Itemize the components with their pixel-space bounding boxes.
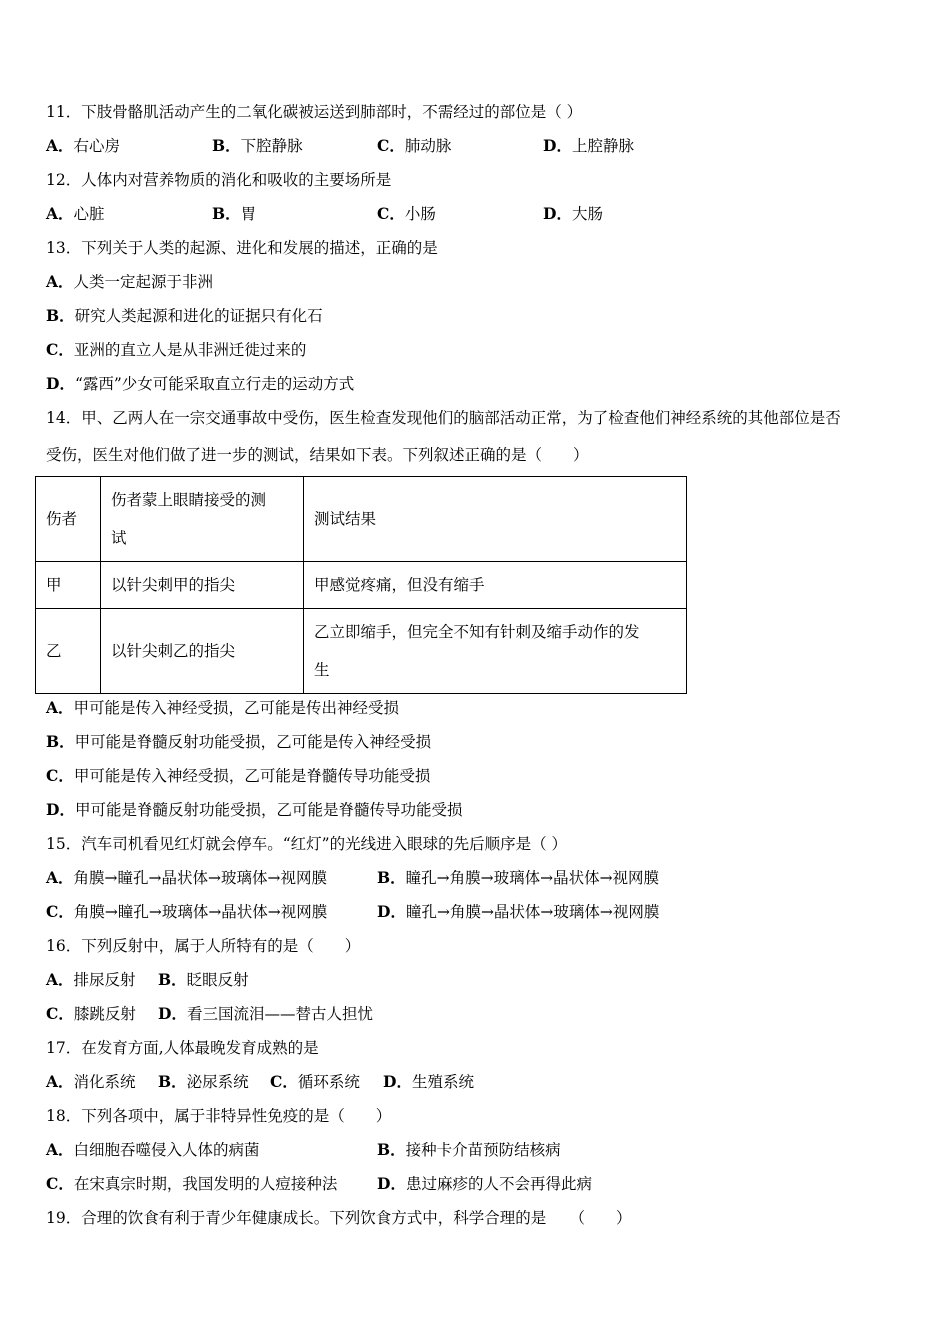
q12-option-c: C．小肠 [377, 204, 436, 223]
q13-option-c: C．亚洲的直立人是从非洲迁徙过来的 [46, 340, 307, 359]
q14-option-d: D．甲可能是脊髓反射功能受损，乙可能是脊髓传导功能受损 [46, 800, 463, 819]
question-12-stem: 12．人体内对营养物质的消化和吸收的主要场所是 [46, 171, 392, 189]
question-15-stem: 15．汽车司机看见红灯就会停车。“红灯”的光线进入眼球的先后顺序是（ ） [46, 835, 568, 853]
q16-option-c: C．膝跳反射 [46, 1004, 136, 1023]
cell-injured: 甲 [36, 562, 101, 609]
question-14-stem-line-2: 受伤，医生对他们做了进一步的测试，结果如下表。下列叙述正确的是（ ） [46, 446, 589, 464]
cell-injured: 乙 [36, 609, 101, 694]
table-header-row [36, 477, 687, 562]
q18-option-d: D．患过麻疹的人不会再得此病 [377, 1174, 592, 1193]
q15-option-d: D．瞳孔→角膜→晶状体→玻璃体→视网膜 [377, 902, 660, 921]
cell-result: 乙立即缩手，但完全不知有针刺及缩手动作的发 生 [304, 609, 687, 694]
q14-test-results-table [35, 476, 687, 694]
q16-option-b: B．眨眼反射 [158, 970, 249, 989]
q18-option-a: A．白细胞吞噬侵入人体的病菌 [46, 1140, 260, 1159]
table-row [36, 562, 687, 609]
cell-test: 以针尖刺甲的指尖 [101, 562, 304, 609]
q16-option-d: D．看三国流泪——替古人担忧 [158, 1004, 373, 1023]
question-17-stem: 17．在发育方面,人体最晚发育成熟的是 [46, 1039, 319, 1057]
q11-option-d: D．上腔静脉 [543, 136, 634, 155]
question-18-stem: 18．下列各项中，属于非特异性免疫的是（ ） [46, 1107, 392, 1125]
question-11-stem: 11．下肢骨骼肌活动产生的二氧化碳被运送到肺部时，不需经过的部位是（ ） [46, 103, 583, 121]
q17-option-d: D．生殖系统 [383, 1072, 474, 1091]
question-16-stem: 16．下列反射中，属于人所特有的是（ ） [46, 937, 361, 955]
q11-option-c: C．肺动脉 [377, 136, 452, 155]
q15-option-b: B．瞳孔→角膜→玻璃体→晶状体→视网膜 [377, 868, 660, 887]
q14-option-c: C．甲可能是传入神经受损，乙可能是脊髓传导功能受损 [46, 766, 431, 785]
question-14-stem-line-1: 14．甲、乙两人在一宗交通事故中受伤，医生检查发现他们的脑部活动正常，为了检查他们神经系统的其他部位是否 [46, 409, 841, 427]
table-row [36, 609, 687, 694]
q16-option-a: A．排尿反射 [46, 970, 136, 989]
q13-option-b: B．研究人类起源和进化的证据只有化石 [46, 306, 323, 325]
q18-option-c: C．在宋真宗时期，我国发明的人痘接种法 [46, 1174, 338, 1193]
cell-result: 甲感觉疼痛，但没有缩手 [304, 562, 687, 609]
q18-option-b: B．接种卡介苗预防结核病 [377, 1140, 561, 1159]
q15-option-c: C．角膜→瞳孔→玻璃体→晶状体→视网膜 [46, 902, 328, 921]
q11-option-b: B．下腔静脉 [212, 136, 303, 155]
q13-option-a: A．人类一定起源于非洲 [46, 272, 214, 291]
cell-test: 以针尖刺乙的指尖 [101, 609, 304, 694]
q15-option-a: A．角膜→瞳孔→晶状体→玻璃体→视网膜 [46, 868, 327, 887]
q14-option-a: A．甲可能是传入神经受损，乙可能是传出神经受损 [46, 698, 400, 717]
header-test: 伤者蒙上眼睛接受的测 试 [101, 477, 304, 562]
q13-option-d: D．“露西”少女可能采取直立行走的运动方式 [46, 374, 355, 393]
header-result: 测试结果 [304, 477, 687, 562]
header-injured: 伤者 [36, 477, 101, 562]
q12-option-b: B．胃 [212, 204, 257, 223]
question-19-stem: 19．合理的饮食有利于青少年健康成长。下列饮食方式中，科学合理的是 （ ） [46, 1209, 632, 1227]
question-13-stem: 13．下列关于人类的起源、进化和发展的描述，正确的是 [46, 239, 438, 257]
q12-option-a: A．心脏 [46, 204, 105, 223]
q17-option-a: A．消化系统 [46, 1072, 136, 1091]
q14-option-b: B．甲可能是脊髓反射功能受损，乙可能是传入神经受损 [46, 732, 432, 751]
q11-option-a: A．右心房 [46, 136, 121, 155]
q17-option-c: C．循环系统 [270, 1072, 360, 1091]
q12-option-d: D．大肠 [543, 204, 603, 223]
q17-option-b: B．泌尿系统 [158, 1072, 249, 1091]
